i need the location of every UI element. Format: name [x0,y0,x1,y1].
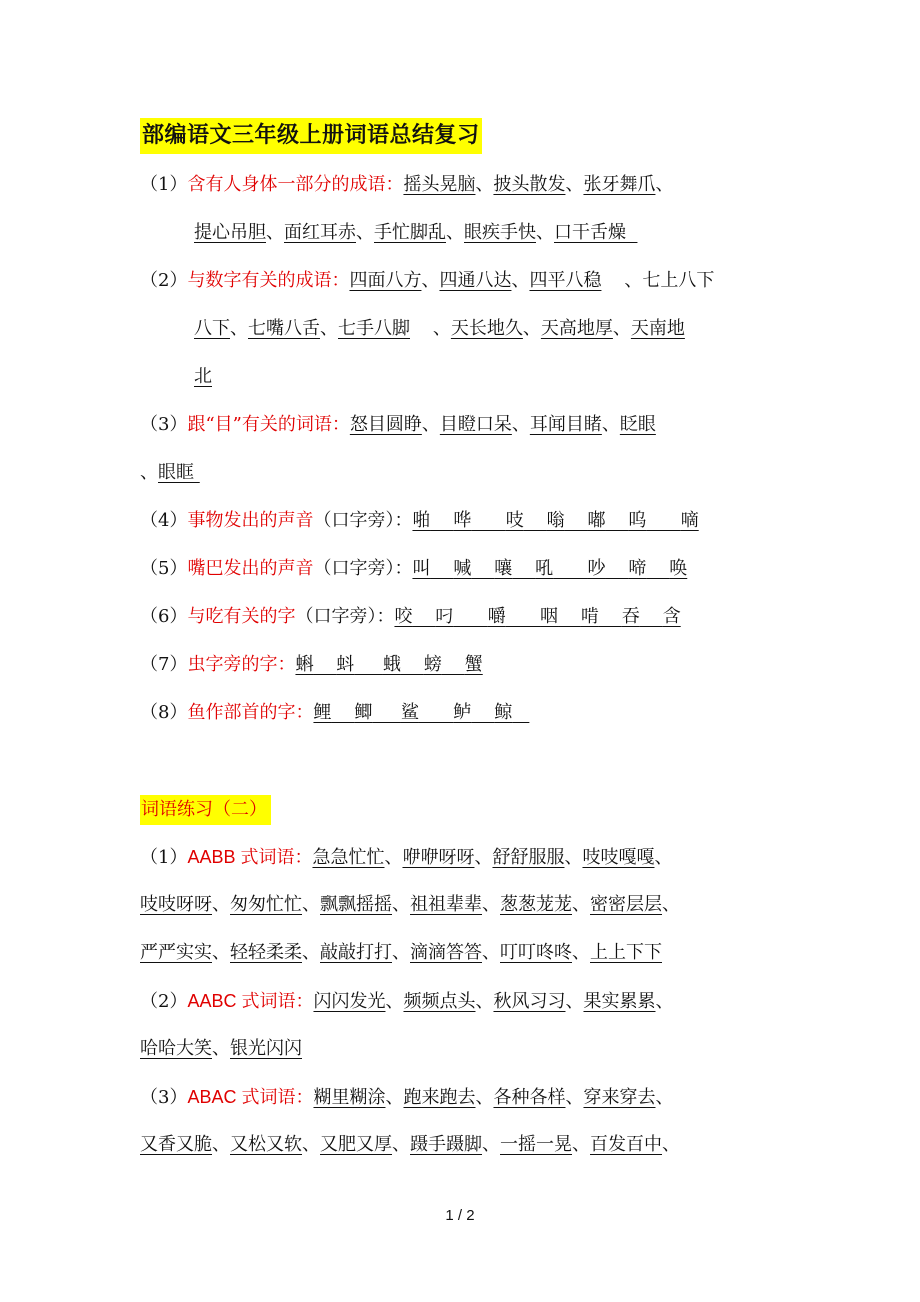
word: 披头散发 [493,174,566,195]
word: 目瞪口呆 [439,414,512,435]
item-4 [140,506,699,536]
word: 匆匆忙忙 [230,894,302,915]
word: 跑来跑去 [403,1087,476,1108]
item-label: ABAC 式词语： [187,1087,314,1107]
item-number: （1） [140,174,188,195]
s2-item-2-line-1: （2）AABC 式词语：闪闪发光、频频点头、秋风习习、果实累累、 [140,991,674,1012]
word: 飘飘摇摇 [320,894,392,915]
word: 七嘴八舌 [248,318,320,339]
item-7 [140,650,483,680]
char-list: 啪 哗 吱 嗡 嘟 呜 嘀 [412,510,699,531]
word: 严严实实 [140,942,212,963]
word: 吱吱呀呀 [140,894,212,915]
item-label-suffix: （口字旁）： [313,510,413,531]
item-label-suffix: （口字旁）： [313,558,413,579]
section-title: 词语练习（二） [140,795,271,825]
page-title: 部编语文三年级上册词语总结复习 [140,118,482,154]
word: 百发百中 [590,1134,662,1155]
item-label: 含有人身体一部分的成语： [187,174,404,195]
word: 七手八脚 [338,318,410,339]
word: 闪闪发光 [313,991,386,1012]
word: 滴滴答答 [410,942,482,963]
char-list: 蝌 蚪 蛾 螃 蟹 [295,654,483,675]
word: 摇头晃脑 [403,174,476,195]
word: 又香又脆 [140,1134,212,1155]
word: 祖祖辈辈 [410,894,482,915]
item-number: （3） [140,414,188,435]
item-number: （1） [140,847,188,868]
item-3-line-2: 、眼眶 [140,462,194,483]
item-number: （2） [140,991,188,1012]
word: 提心吊胆 [194,222,266,243]
word: 眼疾手快 [464,222,536,243]
word: 叮叮咚咚 [500,942,572,963]
word: 糊里糊涂 [313,1087,386,1108]
word: 穿来穿去 [583,1087,656,1108]
item-number: （5） [140,558,188,579]
s2-item-3-line-1: （3）ABAC 式词语：糊里糊涂、跑来跑去、各种各样、穿来穿去、 [140,1087,674,1108]
item-number: （3） [140,1087,188,1108]
word: 咿咿呀呀 [402,847,475,868]
item-number: （8） [140,702,188,723]
word: 张牙舞爪 [583,174,656,195]
item-label: 与吃有关的字 [187,606,296,627]
word: 怒目圆睁 [349,414,422,435]
char-list: 叫 喊 嚷 吼 吵 啼 唤 [412,558,688,579]
item-8 [140,698,529,728]
word: 七上八下 [642,270,715,291]
word: 果实累累 [583,991,656,1012]
word: 又松又软 [230,1134,302,1155]
item-2-line-1: （2）与数字有关的成语：四面八方、四通八达、四平八稳 、七上八下 [140,270,715,291]
item-number: （7） [140,654,188,675]
item-2-line-3 [194,362,212,392]
item-label: 鱼作部首的字： [187,702,314,723]
word: 面红耳赤 [284,222,356,243]
word: 秋风习习 [493,991,566,1012]
item-number: （6） [140,606,188,627]
item-label: 与数字有关的成语： [187,270,350,291]
word: 银光闪闪 [230,1038,302,1059]
item-label: 事物发出的声音 [187,510,314,531]
s2-item-1-line-1: （1）AABB 式词语：急急忙忙、咿咿呀呀、舒舒服服、吱吱嘎嘎、 [140,847,673,868]
word: 天长地久 [450,318,523,339]
word: 一摇一晃 [500,1134,572,1155]
s2-item-3-line-2: 又香又脆、又松又软、又肥又厚、蹑手蹑脚、一摇一晃、百发百中、 [140,1134,680,1155]
word: 手忙脚乱 [374,222,446,243]
char-list: 鲤 鲫 鲨 鲈 鲸 [313,702,513,723]
item-label: 跟“目”有关的词语： [187,414,350,435]
word: 蹑手蹑脚 [410,1134,482,1155]
word: 敲敲打打 [320,942,392,963]
word: 天高地厚 [540,318,613,339]
item-number: （4） [140,510,188,531]
s2-item-2-line-2: 哈哈大笑、银光闪闪 [140,1038,302,1059]
word: 口干舌燥 [554,222,626,243]
item-label: AABB 式词语： [187,847,313,867]
item-label: 虫字旁的字： [187,654,296,675]
item-1-line-2: 提心吊胆、面红耳赤、手忙脚乱、眼疾手快、口干舌燥 [194,222,626,243]
word: 密密层层 [590,894,662,915]
item-2-line-2: 八下、七嘴八舌、七手八脚 、天长地久、天高地厚、天南地 [194,318,685,339]
item-3-line-1: （3）跟“目”有关的词语：怒目圆睁、目瞪口呆、耳闻目睹、眨眼 [140,414,656,435]
word: 频频点头 [403,991,476,1012]
char-list: 咬 叼 嚼 咽 啃 吞 含 [394,606,681,627]
word: 眼眶 [158,462,194,483]
word: 四通八达 [439,270,512,291]
item-label: AABC 式词语： [187,991,314,1011]
word: 耳闻目睹 [529,414,602,435]
item-5 [140,554,687,584]
item-1-line-1: （1）含有人身体一部分的成语：摇头晃脑、披头散发、张牙舞爪、 [140,174,674,195]
word: 四面八方 [349,270,422,291]
word: 轻轻柔柔 [230,942,302,963]
word: 眨眼 [619,414,656,435]
word-part: 天南地 [630,318,685,339]
item-label-suffix: （口字旁）： [295,606,395,627]
word-continued: 八下 [194,318,230,339]
page-number: 1 / 2 [445,1207,475,1224]
s2-item-1-line-2: 吱吱呀呀、匆匆忙忙、飘飘摇摇、祖祖辈辈、葱葱茏茏、密密层层、 [140,894,680,915]
word: 四平八稳 [529,270,602,291]
word: 又肥又厚 [320,1134,392,1155]
word-part: 北 [194,366,212,387]
word: 急急忙忙 [312,847,385,868]
s2-item-1-line-3: 严严实实、轻轻柔柔、敲敲打打、滴滴答答、叮叮咚咚、上上下下 [140,942,662,963]
word: 上上下下 [590,942,662,963]
word: 吱吱嘎嘎 [582,847,655,868]
word: 哈哈大笑 [140,1038,212,1059]
word: 舒舒服服 [492,847,565,868]
item-6 [140,602,681,632]
item-number: （2） [140,270,188,291]
word: 各种各样 [493,1087,566,1108]
item-label: 嘴巴发出的声音 [187,558,314,579]
word: 葱葱茏茏 [500,894,572,915]
